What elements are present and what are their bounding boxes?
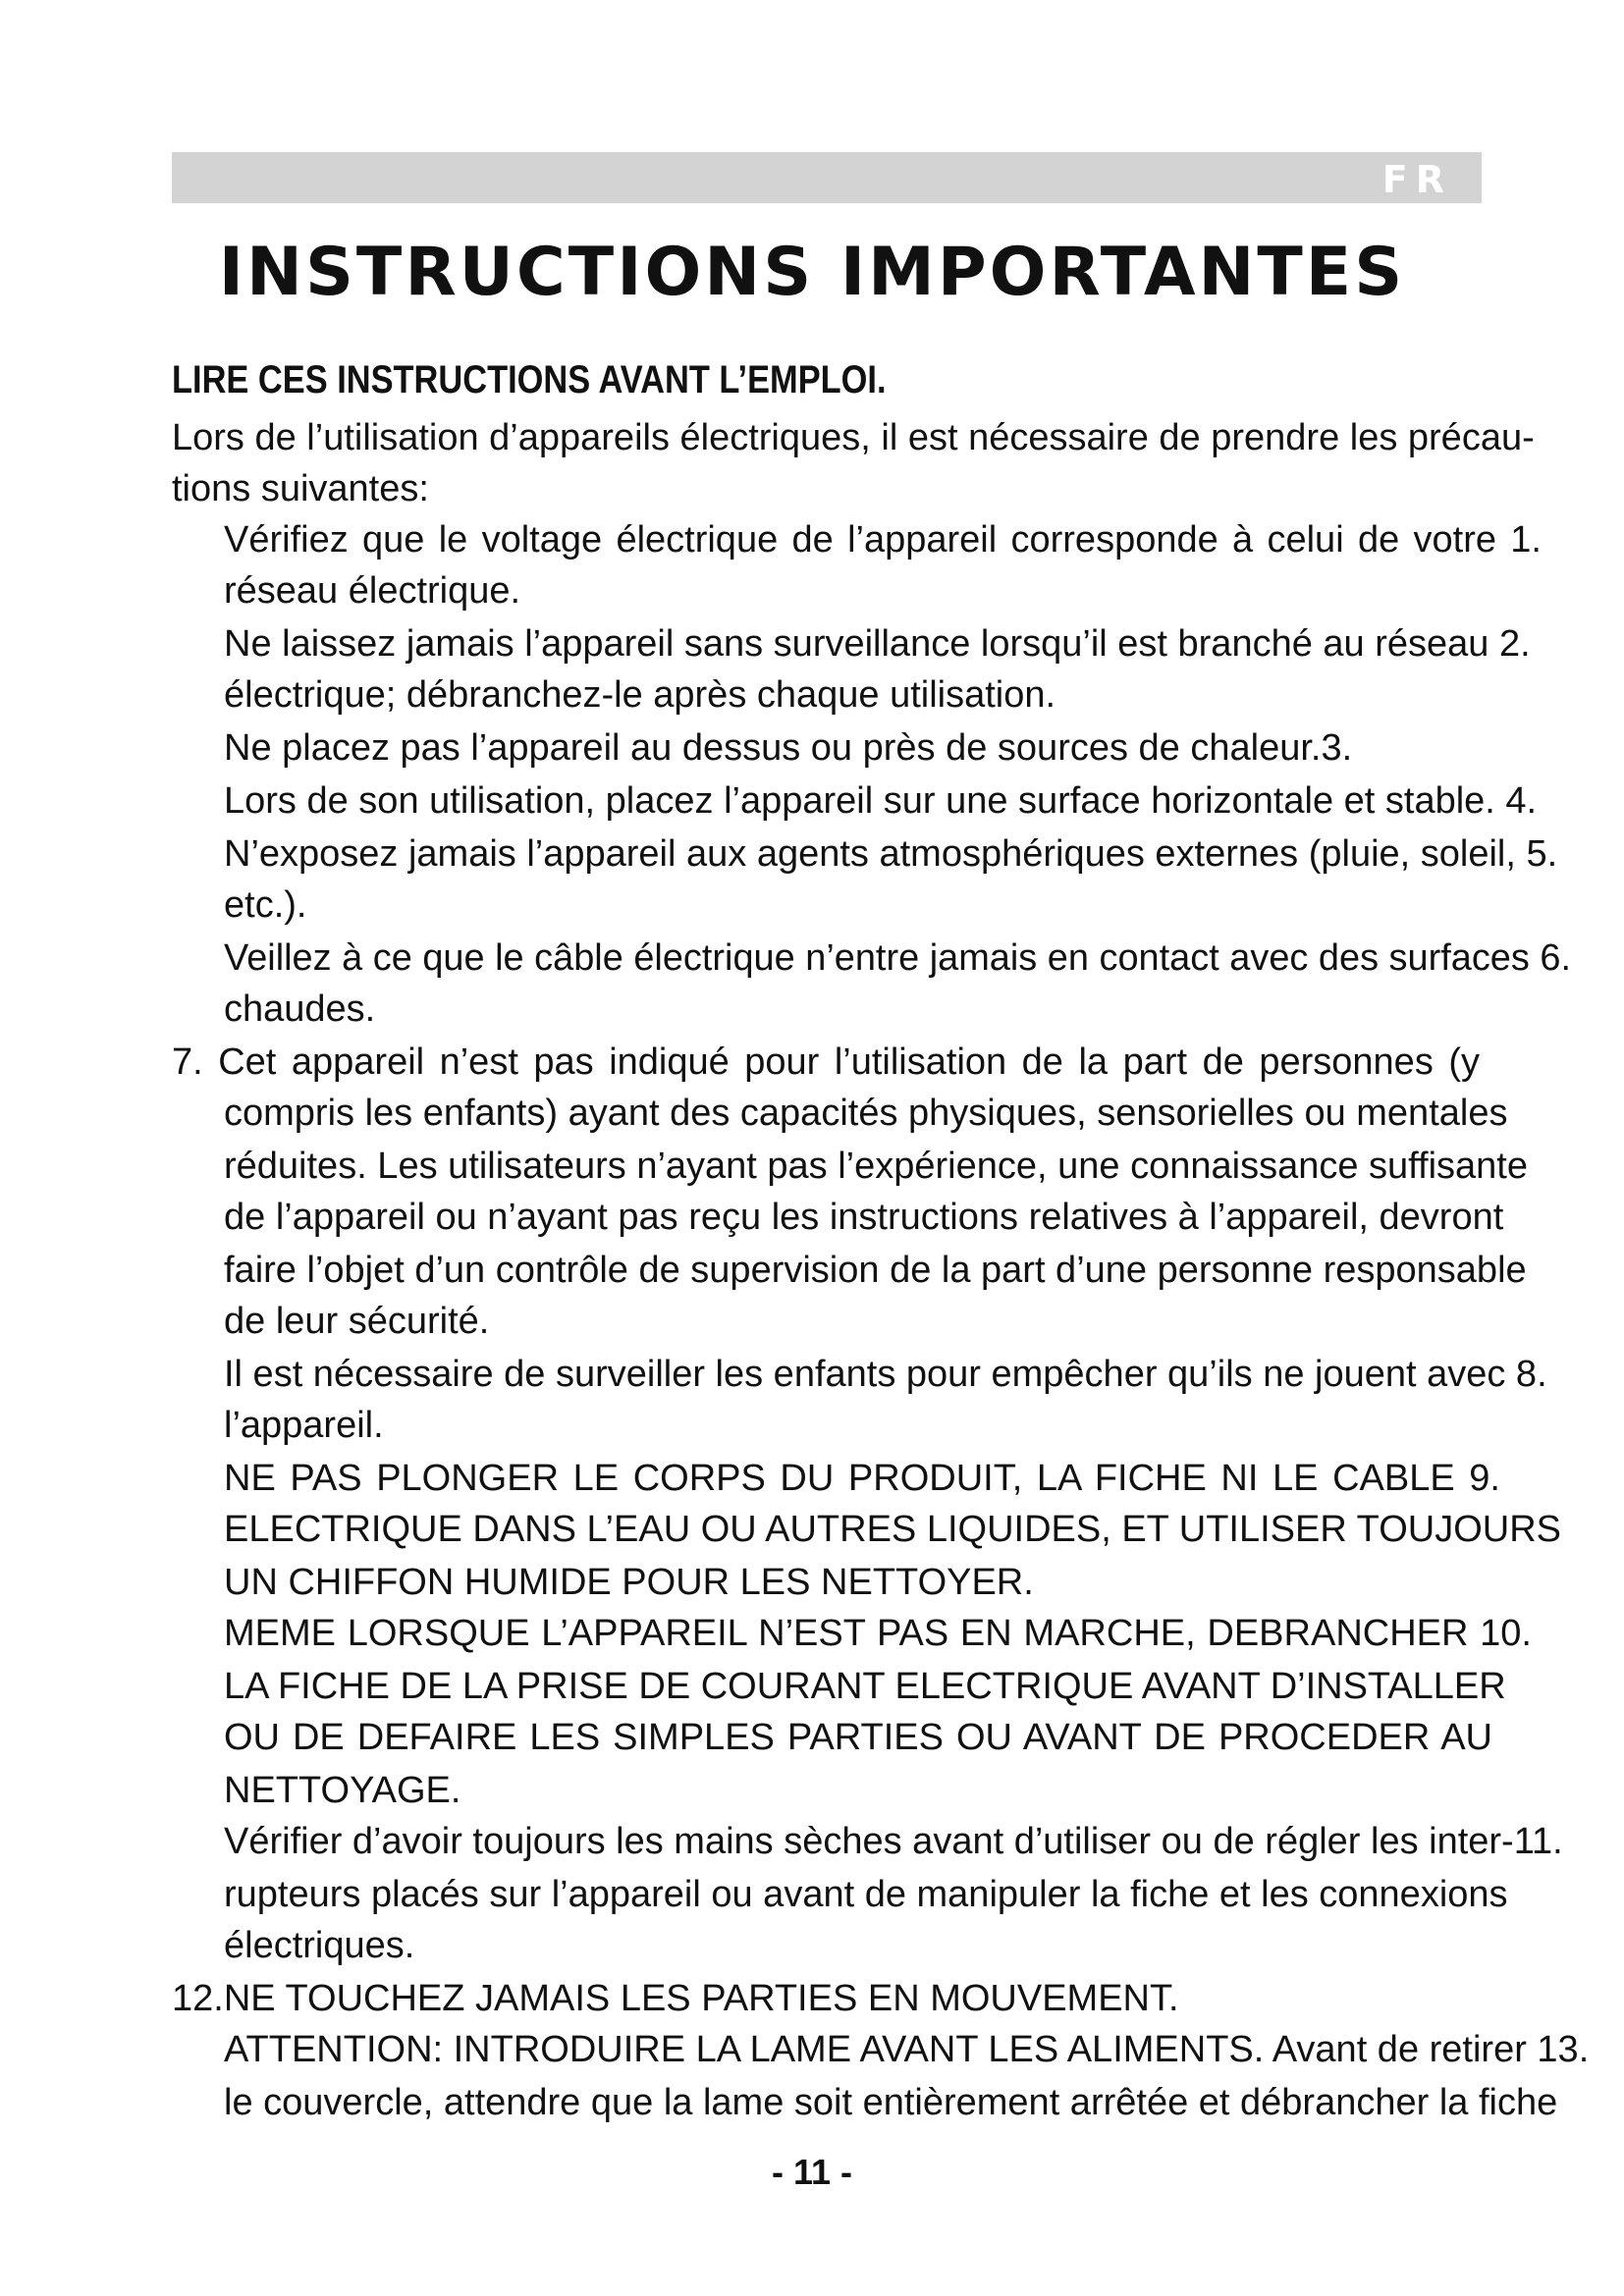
page-number: - 11 - xyxy=(771,2152,853,2192)
list-item-line: électriques. xyxy=(224,1925,415,1966)
list-item-line: de l’appareil ou n’ayant pas reçu les instructions relatives à l’appareil, devront xyxy=(224,1197,1504,1238)
list-item-line: 7. Cet appareil n’est pas indiqué pour l’utilisation de la part de personnes (y xyxy=(172,1041,1480,1083)
list-item-line: LA FICHE DE LA PRISE DE COURANT ELECTRIQUE AVANT D’INSTALLER xyxy=(224,1666,1506,1707)
list-item-line: etc.). xyxy=(224,884,307,926)
list-item-line: faire l’objet d’un contrôle de supervision de la part d’une personne responsable xyxy=(224,1250,1527,1291)
list-item-line: N’exposez jamais l’appareil aux agents atmosphériques externes (pluie, soleil, 5. xyxy=(224,833,1558,875)
list-item-line: chaudes. xyxy=(224,988,376,1030)
list-item-line: NE PAS PLONGER LE CORPS DU PRODUIT, LA FICHE NI LE CABLE 9. xyxy=(224,1458,1500,1499)
list-item-line: Veillez à ce que le câble électrique n’entre jamais en contact avec des surfaces 6. xyxy=(224,937,1571,979)
page-title: INSTRUCTIONS IMPORTANTES xyxy=(218,234,1406,311)
list-item-line: Vérifier d’avoir toujours les mains sèches avant d’utiliser ou de régler les inter-11. xyxy=(224,1821,1563,1862)
list-item-line: MEME LORSQUE L’APPAREIL N’EST PAS EN MARCHE, DEBRANCHER 10. xyxy=(224,1613,1532,1654)
list-item-line: de leur sécurité. xyxy=(224,1301,490,1342)
list-item-line: 12.NE TOUCHEZ JAMAIS LES PARTIES EN MOUVEMENT. xyxy=(172,1978,1179,2019)
list-item-line: Il est nécessaire de surveiller les enfants pour empêcher qu’ils ne jouent avec 8. xyxy=(224,1354,1547,1395)
list-item-line: Lors de son utilisation, placez l’appareil sur une surface horizontale et stable. 4. xyxy=(224,780,1538,822)
list-item-line: ELECTRIQUE DANS L’EAU OU AUTRES LIQUIDES, ET UTILISER TOUJOURS xyxy=(224,1509,1561,1550)
intro-line: Lors de l’utilisation d’appareils électriques, il est nécessaire de prendre les précau- xyxy=(172,417,1535,458)
language-bar xyxy=(172,152,1482,203)
list-item-line: réduites. Les utilisateurs n’ayant pas l’expérience, une connaissance suffisante xyxy=(224,1146,1528,1187)
list-item-line: OU DE DEFAIRE LES SIMPLES PARTIES OU AVANT DE PROCEDER AU xyxy=(224,1717,1492,1758)
intro-line: tions suivantes: xyxy=(172,468,429,509)
list-item-line: rupteurs placés sur l’appareil ou avant de manipuler la fiche et les connexions xyxy=(224,1874,1508,1915)
list-item-line: réseau électrique. xyxy=(224,570,521,612)
list-item-line: électrique; débranchez-le après chaque utilisation. xyxy=(224,674,1056,716)
list-item-line: le couvercle, attendre que la lame soit entièrement arrêtée et débrancher la fiche xyxy=(224,2082,1558,2123)
list-item-line: Vérifiez que le voltage électrique de l’appareil corresponde à celui de votre 1. xyxy=(224,519,1542,561)
list-item-line: NETTOYAGE. xyxy=(224,1770,461,1811)
list-item-line: l’appareil. xyxy=(224,1405,384,1446)
list-item-line: compris les enfants) ayant des capacités physiques, sensorielles ou mentales xyxy=(224,1093,1508,1134)
list-item-line: ATTENTION: INTRODUIRE LA LAME AVANT LES ALIMENTS. Avant de retirer 13. xyxy=(224,2029,1590,2070)
language-label: FR xyxy=(1381,158,1452,201)
list-item-line: Ne laissez jamais l’appareil sans surveillance lorsqu’il est branché au réseau 2. xyxy=(224,623,1531,665)
list-item-line: UN CHIFFON HUMIDE POUR LES NETTOYER. xyxy=(224,1562,1034,1603)
page-subtitle: LIRE CES INSTRUCTIONS AVANT L’EMPLOI. xyxy=(172,358,887,401)
list-item-line: Ne placez pas l’appareil au dessus ou près de sources de chaleur.3. xyxy=(224,727,1353,769)
